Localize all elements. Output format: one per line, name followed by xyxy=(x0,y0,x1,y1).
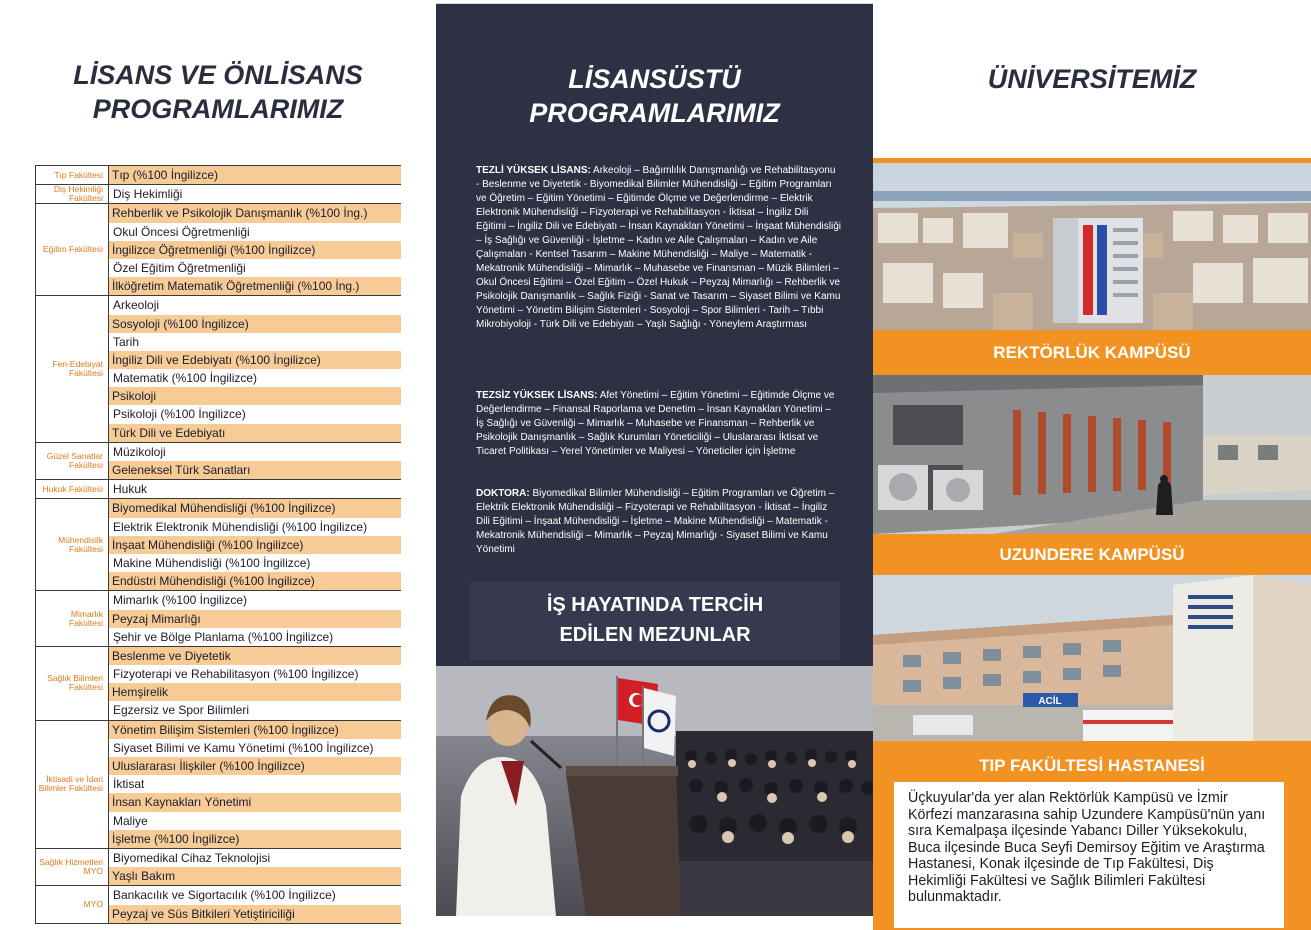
faculty-name: Güzel Sanatlar Fakültesi xyxy=(35,443,109,479)
program-item: İlköğretim Matematik Öğretmenliği (%100 İng.) xyxy=(109,277,401,295)
faculty-group xyxy=(35,184,401,203)
tezsiz-text: Afet Yönetimi – Eğitim Yönetimi – Eğitimde Ölçme ve Değerlendirme – Finansal Raporlama ve Denetim – İnsan Kaynakları Yönetimi – İş Sağlığı ve Güvenliği – Mimarlık – Muhasebe ve Finansman – Rehberlik ve Psikolojik Danışmanlık – Sağlık Kurumları Yöneticiliği – Uluslararası İktisat ve Ticaret Politikası – Yerel Yönetimler ve Maliyesi – Yöneticiler için İşletme xyxy=(476,390,835,457)
graduate-title xyxy=(436,62,873,130)
undergraduate-title xyxy=(0,58,436,126)
graduate-title-line1: LİSANSÜSTÜ xyxy=(568,64,741,94)
program-item: Bankacılık ve Sigortacılık (%100 İngilizce) xyxy=(109,886,401,904)
program-item: Tarih xyxy=(109,333,401,351)
graduate-column xyxy=(436,4,873,916)
faculty-group xyxy=(35,295,401,442)
faculty-program-list xyxy=(109,185,401,203)
program-item: İnsan Kaynakları Yönetimi xyxy=(109,793,401,811)
program-item: Diş Hekimliği xyxy=(109,185,401,203)
hospital-label: TIP FAKÜLTESİ HASTANESİ xyxy=(873,741,1311,930)
program-item: Özel Eğitim Öğretmenliği xyxy=(109,259,401,277)
faculty-name: Tıp Fakültesi xyxy=(35,166,109,184)
program-item: Hukuk xyxy=(109,480,401,498)
faculty-name: Sağlık Bilimleri Fakültesi xyxy=(35,647,109,720)
faculty-name: Fen-Edebiyat Fakültesi xyxy=(35,296,109,442)
preferred-graduates-line2: EDİLEN MEZUNLAR xyxy=(559,624,751,646)
program-table xyxy=(35,165,401,924)
program-item: Tıp (%100 İngilizce) xyxy=(109,166,401,184)
tezsiz-paragraph xyxy=(476,389,841,459)
faculty-name: Mimarlık Fakültesi xyxy=(35,591,109,646)
tezli-text: Arkeoloji – Bağımlılık Danışmanlığı ve Rehabilitasyonu - Beslenme ve Diyetetik - Biyomedikal Bilimler Mühendisliği – Eğitim Programları ve Öğretim – Eğitim Yönetimi – Eğitimde Ölçme ve Değerlendirme – Elektrik Elektronik Mühendisliği – Fizyoterapi ve Rehabilitasyon - İktisat – İngiliz Dili Eğitimi – İngiliz Dili ve Edebiyatı – İnsan Kaynakları Yönetimi – İnşaat Mühendisliği – İş Sağlığı ve Güvenliği - İşletme – Kadın ve Aile Çalışmaları – Kadın ve Aile Çalışmaları - Kentsel Tasarım – Makine Mühendisliği – Maliye – Matematik - Mekatronik Mühendisliği – Mimarlık – Muhasebe ve Finansman – Müzik Bilimleri – Okul Öncesi Eğitimi – Özel Eğitim – Özel Hukuk – Peyzaj Mimarlığı – Rehberlik ve Psikolojik Danışmanlık – Sağlık Fiziği - Sanat ve Tasarım – Siyaset Bilimi ve Kamu Yönetimi – Yönetim Bilişim Sistemleri - Sosyoloji – Spor Bilimleri - Tarih – Tıbbi Mikrobiyoloji - Türk Dili ve Edebiyatı – Yaşlı Sağlığı - Yöneylem Araştırması xyxy=(476,165,841,330)
program-item: Makine Mühendisliği (%100 İngilizce) xyxy=(109,554,401,572)
faculty-program-list xyxy=(109,204,401,295)
faculty-name: Diş Hekimliği Fakültesi xyxy=(35,185,109,203)
program-item: Psikoloji xyxy=(109,387,401,405)
graduation-ceremony-photo xyxy=(436,666,873,916)
hospital-sign-text: ACİL xyxy=(1038,696,1062,707)
undergraduate-title-line1: LİSANS VE ÖNLİSANS xyxy=(73,60,363,90)
faculty-name: İktisadi ve İdari Bilimler Fakültesi xyxy=(35,721,109,848)
faculty-name: MYO xyxy=(35,886,109,922)
program-item: Beslenme ve Diyetetik xyxy=(109,647,401,665)
program-item: Hemşirelik xyxy=(109,683,401,701)
faculty-program-list xyxy=(109,721,401,848)
program-item: Elektrik Elektronik Mühendisliği (%100 İngilizce) xyxy=(109,518,401,536)
faculty-program-list xyxy=(109,480,401,498)
faculty-program-list xyxy=(109,886,401,922)
program-item: Uluslararası İlişkiler (%100 İngilizce) xyxy=(109,757,401,775)
rectorate-campus-label: REKTÖRLÜK KAMPÜSÜ xyxy=(873,330,1311,375)
program-item: İnşaat Mühendisliği (%100 İngilizce) xyxy=(109,536,401,554)
program-item: Peyzaj ve Süs Bitkileri Yetiştiriciliği xyxy=(109,905,401,923)
rectorate-campus-photo xyxy=(873,163,1311,330)
program-item: İngiliz Dili ve Edebiyatı (%100 İngilizce) xyxy=(109,351,401,369)
tezsiz-label: TEZSİZ YÜKSEK LİSANS: xyxy=(476,390,598,401)
tezli-paragraph xyxy=(476,164,841,332)
uzundere-campus-photo xyxy=(873,375,1311,534)
faculty-group xyxy=(35,203,401,295)
program-item: Psikoloji (%100 İngilizce) xyxy=(109,405,401,423)
faculty-group xyxy=(35,848,401,885)
faculty-group xyxy=(35,720,401,848)
faculty-program-list xyxy=(109,591,401,646)
university-description: Üçkuyular'da yer alan Rektörlük Kampüsü ve İzmir Körfezi manzarasına sahip Uzundere Kampüsü'nün yanı sıra Kemalpaşa ilçesinde Yabancı Diller Yüksekokulu, Buca ilçesinde Buca Seyfi Demirsoy Eğitim ve Araştırma Hastanesi, Konak ilçesinde de Tıp Fakültesi, Diş Hekimliği Fakültesi ve Sağlık Bilimleri Fakültesi bulunmaktadır. xyxy=(894,782,1284,928)
faculty-group xyxy=(35,646,401,720)
program-item: Endüstri Mühendisliği (%100 İngilizce) xyxy=(109,572,401,590)
program-item: Maliye xyxy=(109,812,401,830)
program-item: Biyomedikal Mühendisliği (%100 İngilizce) xyxy=(109,499,401,517)
faculty-name: Mühendislik Fakültesi xyxy=(35,499,109,590)
program-item: Mimarlık (%100 İngilizce) xyxy=(109,591,401,609)
preferred-graduates-line1: İŞ HAYATINDA TERCİH xyxy=(546,594,764,616)
program-item: Yönetim Bilişim Sistemleri (%100 İngilizce) xyxy=(109,721,401,739)
faculty-group xyxy=(35,442,401,479)
program-item: Şehir ve Bölge Planlama (%100 İngilizce) xyxy=(109,628,401,646)
preferred-graduates-banner xyxy=(470,582,840,660)
program-item: Matematik (%100 İngilizce) xyxy=(109,369,401,387)
doktora-text: Biyomedikal Bilimler Mühendisliği – Eğitim Programları ve Öğretim – Elektrik Elektronik Mühendisliği – Fizyoterapi ve Rehabilitasyon - İktisat – İngiliz Dili Eğitimi – İnşaat Mühendisliği – İşletme – Makine Mühendisliği – Matematik - Mekatronik Mühendisliği – Mimarlık – Peyzaj Mimarlığı - Siyaset Bilimi ve Kamu Yönetimi xyxy=(476,488,835,555)
graduate-title-line2: PROGRAMLARIMIZ xyxy=(529,98,780,128)
program-item: Yaşlı Bakım xyxy=(109,867,401,885)
program-item: Sosyoloji (%100 İngilizce) xyxy=(109,315,401,333)
program-item: Geleneksel Türk Sanatları xyxy=(109,461,401,479)
program-item: Peyzaj Mimarlığı xyxy=(109,610,401,628)
faculty-program-list xyxy=(109,849,401,885)
faculty-name: Eğitim Fakültesi xyxy=(35,204,109,295)
uzundere-campus-label: UZUNDERE KAMPÜSÜ xyxy=(873,534,1311,575)
program-item: İngilizce Öğretmenliği (%100 İngilizce) xyxy=(109,241,401,259)
doktora-label: DOKTORA: xyxy=(476,488,530,499)
faculty-name: Hukuk Fakültesi xyxy=(35,480,109,498)
faculty-group xyxy=(35,498,401,590)
program-item: Fizyoterapi ve Rehabilitasyon (%100 İngilizce) xyxy=(109,665,401,683)
program-item: Siyaset Bilimi ve Kamu Yönetimi (%100 İngilizce) xyxy=(109,739,401,757)
faculty-name: Sağlık Hizmetleri MYO xyxy=(35,849,109,885)
program-item: Egzersiz ve Spor Bilimleri xyxy=(109,701,401,719)
program-item: İktisat xyxy=(109,775,401,793)
undergraduate-title-line2: PROGRAMLARIMIZ xyxy=(92,94,344,124)
faculty-program-list xyxy=(109,443,401,479)
program-item: Okul Öncesi Öğretmenliği xyxy=(109,223,401,241)
faculty-program-list xyxy=(109,166,401,184)
program-item: İşletme (%100 İngilizce) xyxy=(109,830,401,848)
university-column xyxy=(873,0,1311,930)
program-item: Türk Dili ve Edebiyatı xyxy=(109,424,401,442)
faculty-program-list xyxy=(109,647,401,720)
faculty-group xyxy=(35,590,401,646)
faculty-program-list xyxy=(109,296,401,442)
program-item: Arkeoloji xyxy=(109,296,401,314)
program-item: Biyomedikal Cihaz Teknolojisi xyxy=(109,849,401,867)
program-item: Rehberlik ve Psikolojik Danışmanlık (%100 İng.) xyxy=(109,204,401,222)
undergraduate-column xyxy=(0,0,436,930)
university-title: ÜNİVERSİTEMİZ xyxy=(987,64,1197,94)
faculty-group xyxy=(35,885,401,923)
program-item: Müzikoloji xyxy=(109,443,401,461)
tezli-label: TEZLİ YÜKSEK LİSANS: xyxy=(476,165,591,176)
faculty-group xyxy=(35,479,401,498)
hospital-photo xyxy=(873,575,1311,741)
faculty-program-list xyxy=(109,499,401,590)
faculty-group xyxy=(35,165,401,184)
doktora-paragraph xyxy=(476,487,841,557)
